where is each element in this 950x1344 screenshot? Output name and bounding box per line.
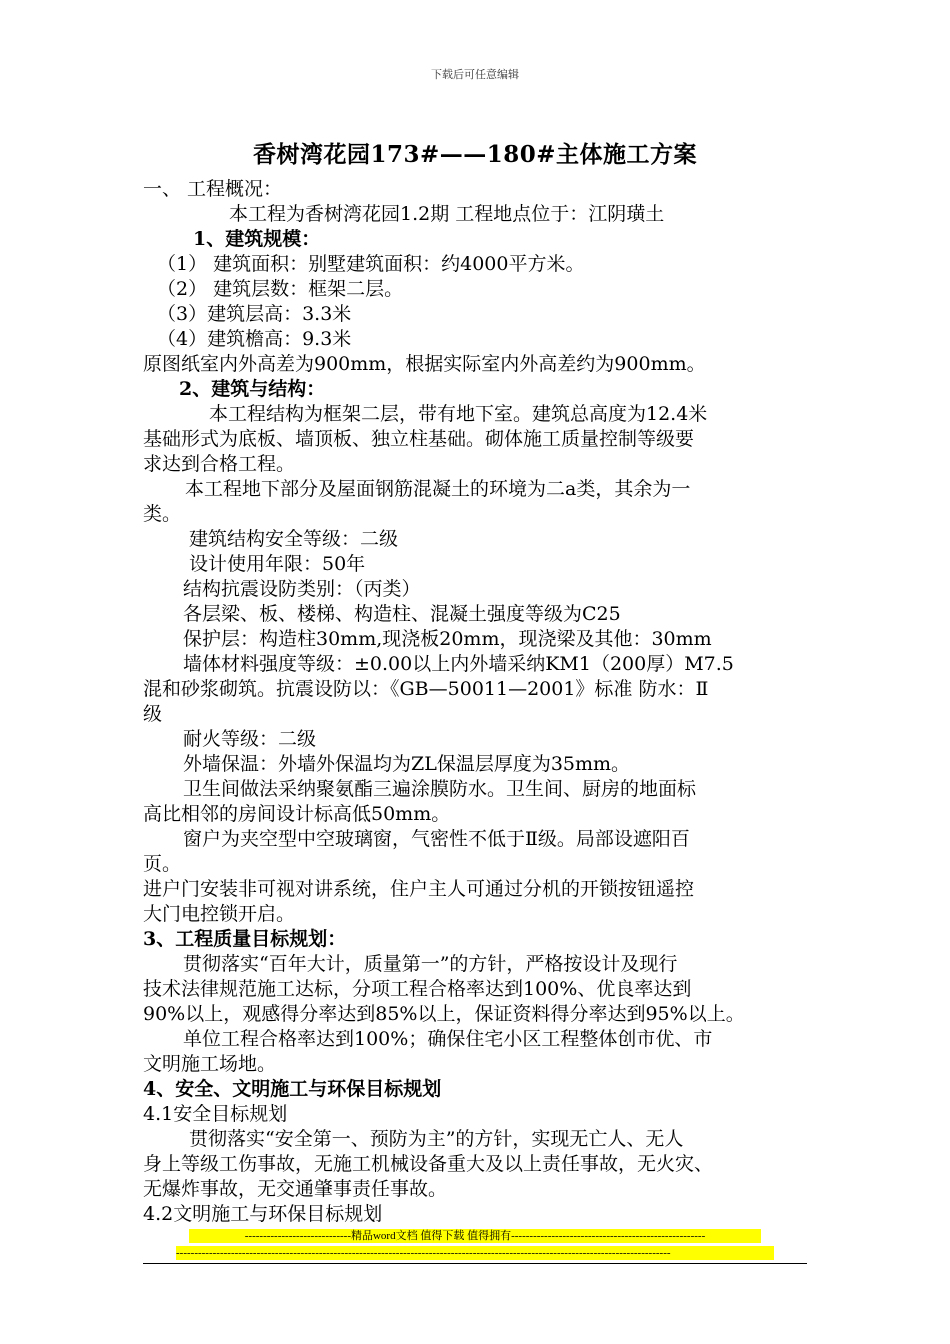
body-line: 一、 工程概况： (143, 178, 283, 200)
body-line: 耐火等级：二级 (183, 728, 317, 750)
body-line: （2） 建筑层数：框架二层。 (157, 278, 404, 300)
body-line: 高比相邻的房间设计标高低50mm。 (143, 803, 451, 825)
document-title: 香树湾花园173#——180#主体施工方案 (252, 141, 698, 168)
body-line: 贯彻落实“百年大计，质量第一”的方针，严格按设计及现行 (183, 953, 678, 975)
body-line: 卫生间做法采纳聚氨酯三遍涂膜防水。卫生间、厨房的地面标 (183, 778, 697, 800)
body-line: 各层梁、板、楼梯、构造柱、混凝土强度等级为C25 (183, 603, 621, 625)
body-line: 保护层：构造柱30mm,现浇板20mm，现浇梁及其他：30mm (183, 628, 712, 650)
body-line: 大门电控锁开启。 (143, 903, 296, 925)
body-line: （3）建筑层高：3.3米 (157, 303, 352, 325)
body-line: 1、建筑规模： (193, 228, 321, 250)
body-line: 基础形式为底板、墙顶板、独立柱基础。砌体施工质量控制等级要 (143, 428, 695, 450)
body-line: 建筑结构安全等级：二级 (189, 528, 399, 550)
body-line: 4.2文明施工与环保目标规划 (143, 1203, 383, 1225)
document-body (143, 177, 823, 1227)
body-line: 技术法律规范施工达标，分项工程合格率达到100%、优良率达到 (143, 978, 692, 1000)
footer-dash-line: --------------------------------------------------------------------------------------------------------------------------------------- (176, 1246, 774, 1260)
body-line: 原图纸室内外高差为900mm，根据实际室内外高差约为900mm。 (143, 353, 706, 375)
body-line: 贯彻落实“安全第一、预防为主”的方针，实现无亡人、无人 (189, 1128, 684, 1150)
body-line: （4）建筑檐高：9.3米 (157, 328, 352, 350)
body-line: 墙体材料强度等级：±0.00以上内外墙采纳KM1（200厚）M7.5 (183, 653, 734, 675)
body-line: 本工程结构为框架二层，带有地下室。建筑总高度为12.4米 (209, 403, 708, 425)
body-line: 身上等级工伤事故，无施工机械设备重大及以上责任事故，无火灾、 (143, 1153, 714, 1175)
body-line: 4.1安全目标规划 (143, 1103, 288, 1125)
body-line: 混和砂浆砌筑。抗震设防以：《GB—50011—2001》标准 防水：Ⅱ (143, 678, 709, 700)
body-line: 文明施工场地。 (143, 1053, 277, 1075)
body-line: 本工程地下部分及屋面钢筋混凝土的环境为二a类，其余为一 (185, 478, 691, 500)
body-line: 无爆炸事故，无交通肇事责任事故。 (143, 1178, 448, 1200)
body-line: 页。 (143, 853, 182, 875)
body-line: 结构抗震设防类别：（丙类） (183, 578, 421, 600)
body-line: 单位工程合格率达到100%；确保住宅小区工程整体创市优、市 (183, 1028, 713, 1050)
body-line: 4、安全、文明施工与环保目标规划 (143, 1078, 442, 1100)
body-line: （1） 建筑面积：别墅建筑面积：约4000平方米。 (157, 253, 585, 275)
body-line: 3、工程质量目标规划： (143, 928, 347, 950)
body-line: 2、建筑与结构： (179, 378, 326, 400)
body-line: 求达到合格工程。 (143, 453, 296, 475)
body-line: 窗户为夹空型中空玻璃窗，气密性不低于Ⅱ级。局部设遮阳百 (183, 828, 690, 850)
footer-rule (143, 1263, 807, 1264)
body-line: 级 (143, 703, 163, 725)
body-line: 本工程为香树湾花园1.2期 工程地点位于：江阴璜土 (229, 203, 665, 225)
header-note: 下载后可任意编辑 (431, 68, 519, 81)
body-line: 外墙保温：外墙外保温均为ZL保温层厚度为35mm。 (183, 753, 631, 775)
footer-banner: -----------------------------精品word文档 值得下载 值得拥有----------------------------------------------------- (189, 1229, 761, 1243)
body-line: 90%以上，观感得分率达到85%以上，保证资料得分率达到95%以上。 (143, 1003, 745, 1025)
body-line: 进户门安装非可视对讲系统，住户主人可通过分机的开锁按钮遥控 (143, 878, 695, 900)
body-line: 类。 (143, 503, 182, 525)
body-line: 设计使用年限：50年 (189, 553, 366, 575)
